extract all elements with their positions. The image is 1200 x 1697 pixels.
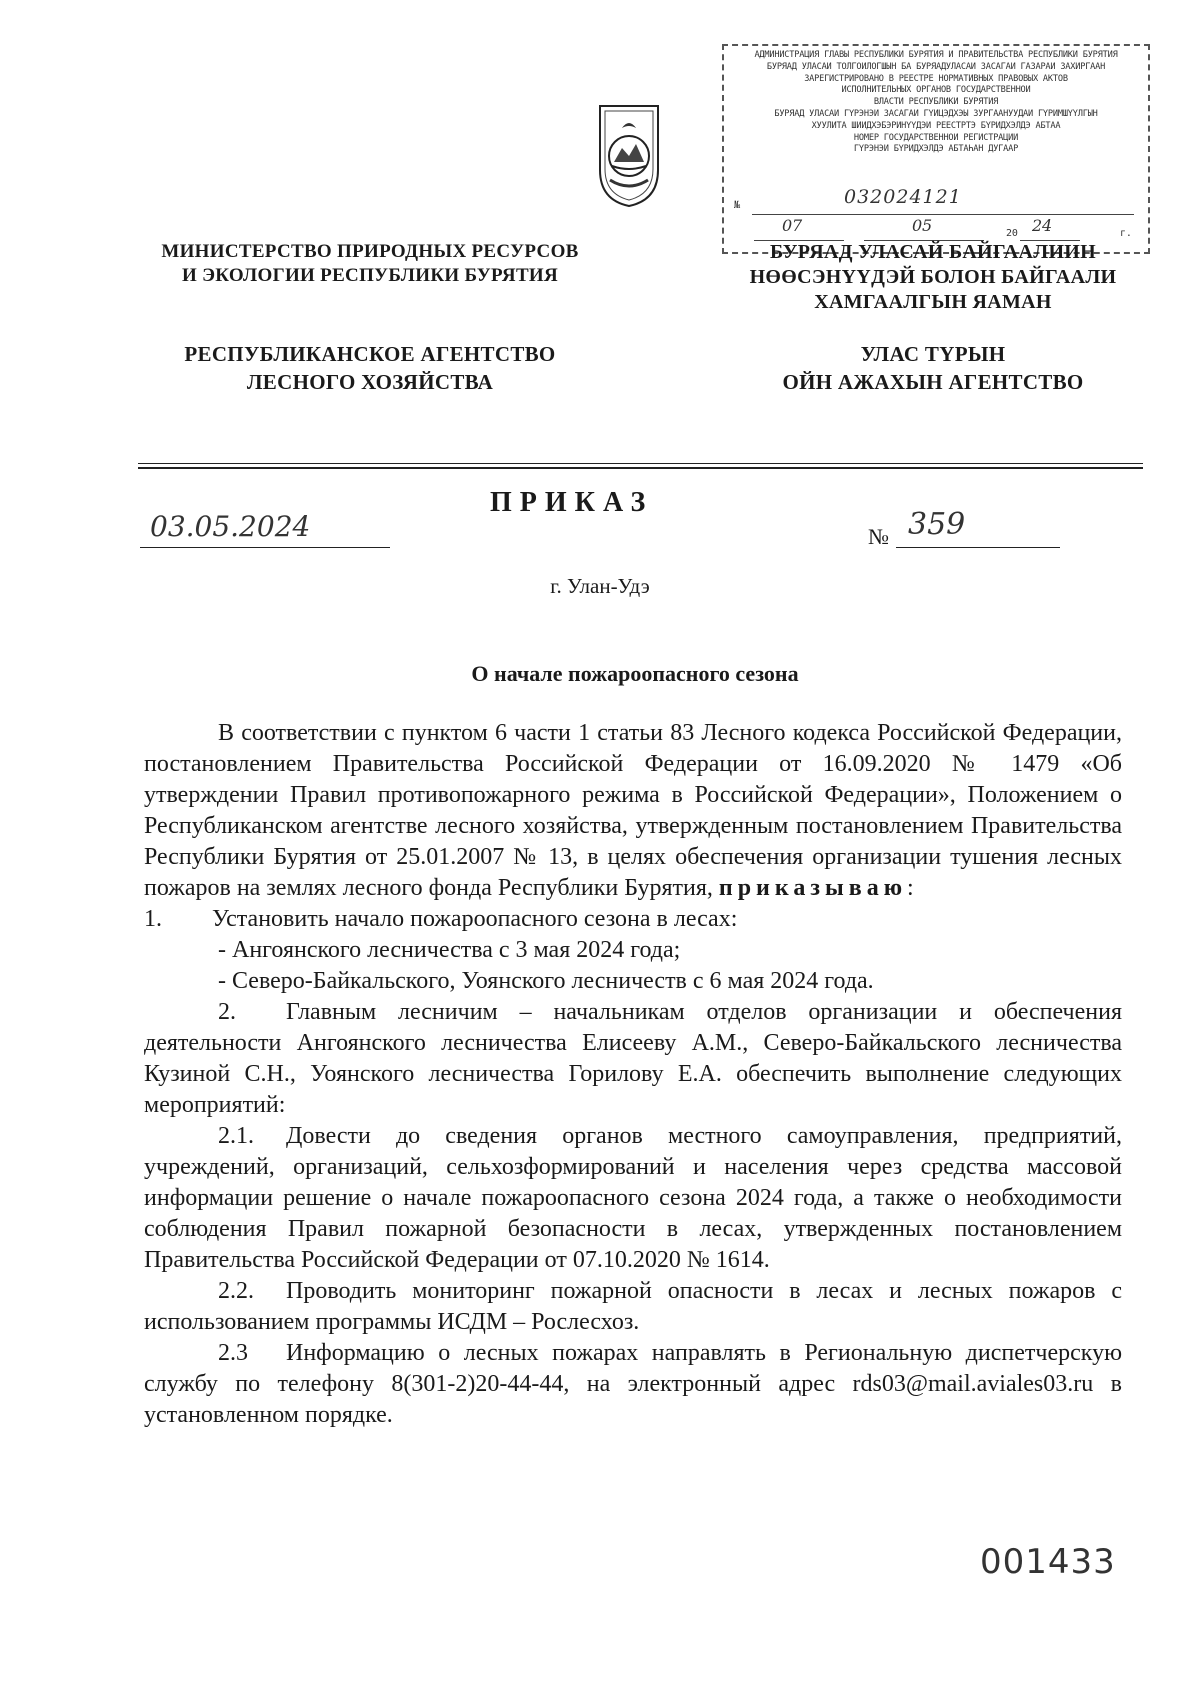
- agency-name-ru: [140, 340, 600, 396]
- item-number: 2.2.: [218, 1278, 254, 1304]
- item-2-3: [144, 1338, 1122, 1431]
- agency-line: ОЙН АЖАХЫН АГЕНТСТВО: [782, 370, 1084, 394]
- order-body: [144, 718, 1122, 1431]
- stamp-registration-number: 032024121: [844, 186, 962, 208]
- stamp-line: НОМЕР ГОСУДАРСТВЕННОЙ РЕГИСТРАЦИИ: [853, 132, 1019, 143]
- form-serial-number: 001433: [980, 1542, 1116, 1582]
- item-text: Довести до сведения органов местного самоуправления, предприятий, учреждений, организаций, сельхозформирований и населения через средства массовой информации решение о начале пожароопасного сезона 2024 года, а также о необходимости соблюдения Правил пожарной безопасности в лесах, утвержденных постановлением Правительства Российской Федерации от 07.10.2020 № 1614.: [144, 1123, 1122, 1273]
- ministry-line: ХАМГААЛГЫН ЯАМАН: [814, 291, 1052, 313]
- preamble-paragraph: [144, 718, 1122, 904]
- agency-line: РЕСПУБЛИКАНСКОЕ АГЕНТСТВО: [184, 342, 556, 366]
- item-number: 2.: [218, 999, 236, 1025]
- stamp-year-suffix: 24: [1032, 216, 1052, 235]
- item-2: [144, 997, 1122, 1121]
- republic-emblem: [594, 100, 664, 210]
- ministry-name-bua: [728, 240, 1138, 315]
- item-number: 2.1.: [218, 1123, 254, 1149]
- ministry-line: МИНИСТЕРСТВО ПРИРОДНЫХ РЕСУРСОВ: [161, 241, 579, 262]
- header-divider: [138, 463, 1143, 464]
- stamp-line: БУРЯАД УЛАСАЙ ГҮРЭНЭЙ ЗАСАГАЙ ГҮЙЦЭДХЭЫ ЗУРГААНУУДАЙ ГҮРИМШҮҮЛГЫН: [774, 108, 1098, 119]
- agency-line: УЛАС ТҮРЫН: [860, 342, 1006, 366]
- preamble-text: В соответствии с пунктом 6 части 1 статьи 83 Лесного кодекса Российской Федерации, постановлением Правительства Российской Федерации от 16.09.2020 № 1479 «Об утверждении Правил противопожарного режима в Российской Федерации», Положением о Республиканском агентстве лесного хозяйства, утвержденным постановлением Правительства Республики Бурятия от 25.01.2007 № 13, в целях обеспечения организации тушения лесных пожаров на землях лесного фонда Республики Бурятия,: [144, 720, 1122, 901]
- stamp-line: БУРЯАД УЛАСАЙ ТОЛГОЙЛОГШЫН БА БУРЯАДУЛАСАЙ ЗАСАГАЙ ГАЗАРАЙ ЗАХИРГААН: [766, 61, 1106, 72]
- stamp-year-letter: г.: [1120, 228, 1132, 239]
- ministry-line: И ЭКОЛОГИИ РЕСПУБЛИКИ БУРЯТИЯ: [181, 265, 559, 286]
- stamp-date-row: [734, 216, 1138, 242]
- order-word: приказываю: [718, 875, 908, 901]
- item-1: [144, 904, 1122, 935]
- order-number: 359: [908, 507, 966, 542]
- order-city: г. Улан-Удэ: [550, 574, 650, 598]
- header-divider: [138, 467, 1143, 469]
- stamp-number-label: №: [734, 200, 740, 211]
- order-subject: О начале пожароопасного сезона: [471, 661, 799, 686]
- order-number-label: №: [868, 524, 889, 549]
- item-text: Установить начало пожароопасного сезона в лесах:: [212, 906, 738, 932]
- item-text: Информацию о лесных пожарах направлять в Региональную диспетчерскую службу по телефону 8(301-2)20-44-44, на электронный адрес rds03@mail.aviales03.ru в установленном порядке.: [144, 1340, 1122, 1428]
- stamp-line: АДМИНИСТРАЦИЯ ГЛАВЫ РЕСПУБЛИКИ БУРЯТИЯ И ПРАВИТЕЛЬСТВА РЕСПУБЛИКИ БУРЯТИЯ: [754, 50, 1118, 60]
- item-1-line: - Ангоянского лесничества с 3 мая 2024 года;: [218, 937, 681, 963]
- ministry-line: БУРЯАД УЛАСАЙ БАЙГААЛИИН: [769, 241, 1097, 263]
- item-2-2: [144, 1276, 1122, 1338]
- item-text: Проводить мониторинг пожарной опасности в лесах и лесных пожаров с использованием программы ИСДМ – Рослесхоз.: [144, 1278, 1122, 1335]
- stamp-year-prefix: 20: [1006, 228, 1018, 239]
- item-1-line: - Северо-Байкальского, Уоянского лесничеств с 6 мая 2024 года.: [218, 968, 874, 994]
- item-number: 1.: [144, 906, 162, 932]
- stamp-line: ХУУЛИТА ШИИДХЭБЭРИНҮҮДЭЙ РЕЕСТРТЭ БҮРИДХЭЛДЭ АБТАА: [811, 120, 1061, 131]
- stamp-line: ВЛАСТИ РЕСПУБЛИКИ БУРЯТИЯ: [873, 97, 999, 108]
- item-text: Главным лесничим – начальникам отделов организации и обеспечения деятельности Ангоянского лесничества Елисееву А.М., Северо-Байкальского лесничества Кузиной С.Н., Уоянского лесничества Горилову Е.А. обеспечить выполнение следующих мероприятий:: [144, 999, 1122, 1118]
- stamp-line: ИСПОЛНИТЕЛЬНЫХ ОРГАНОВ ГОСУДАРСТВЕННОЙ: [841, 85, 1031, 96]
- agency-line: ЛЕСНОГО ХОЗЯЙСТВА: [246, 370, 494, 394]
- stamp-number-row: [734, 186, 1138, 216]
- stamp-line: ГҮРЭНЭЙ БҮРИДХЭЛДЭ АБТАҺАН ДУГААР: [853, 144, 1019, 155]
- order-title: ПРИКАЗ: [490, 487, 654, 518]
- item-2-1: [144, 1121, 1122, 1276]
- order-colon: :: [907, 875, 914, 901]
- stamp-day: 07: [782, 216, 802, 235]
- ministry-line: НӨӨСЭНҮҮДЭЙ БОЛОН БАЙГААЛИ: [749, 266, 1117, 288]
- item-number: 2.3: [218, 1340, 248, 1366]
- stamp-line: ЗАРЕГИСТРИРОВАНО В РЕЕСТРЕ НОРМАТИВНЫХ ПРАВОВЫХ АКТОВ: [804, 73, 1068, 84]
- registration-stamp: [722, 44, 1150, 254]
- ministry-name-ru: [140, 240, 600, 288]
- agency-name-bua: [728, 340, 1138, 396]
- order-date: 03.05.2024: [150, 510, 311, 543]
- stamp-month: 05: [912, 216, 932, 235]
